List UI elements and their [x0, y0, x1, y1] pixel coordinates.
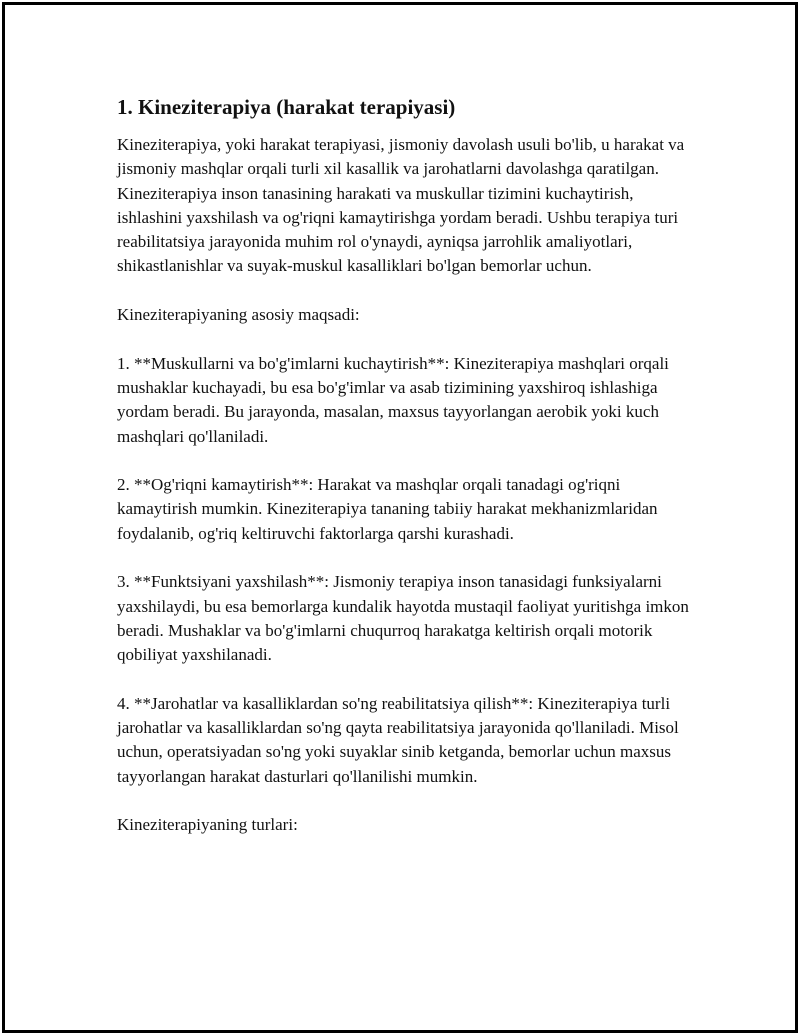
goals-heading-paragraph: Kineziterapiyaning asosiy maqsadi:: [117, 305, 360, 325]
document-body: [117, 93, 697, 862]
goal-item-1: 1. **Muskullarni va bo'g'imlarni kuchaytirish**: Kineziterapiya mashqlari orqali mushaklar kuchayadi, bu esa bo'g'imlar va asab tizimining yaxshiroq ishlashiga yordam beradi. Bu jarayonda, masalan, maxsus tayyorlangan aerobik yoki kuch mashqlari qo'llaniladi.: [117, 353, 669, 446]
types-heading-paragraph: Kineziterapiyaning turlari:: [117, 815, 298, 835]
goal-item-4: 4. **Jarohatlar va kasalliklardan so'ng reabilitatsiya qilish**: Kineziterapiya turli jarohatlar va kasalliklardan so'ng qayta reabilitatsiya jarayonida qo'llaniladi. Misol uchun, operatsiyadan so'ng yoki suyaklar sinib ketganda, bemorlar uchun maxsus tayyorlangan harakat dasturlari qo'llanilishi mumkin.: [117, 693, 679, 786]
goal-item-2: 2. **Og'riqni kamaytirish**: Harakat va mashqlar orqali tanadagi og'riqni kamaytirish mumkin. Kineziterapiya tananing tabiiy harakat mekhanizmlaridan foydalanib, og'riq keltiruvchi faktorlarga qarshi kurashadi.: [117, 475, 658, 543]
goal-item-3: 3. **Funktsiyani yaxshilash**: Jismoniy terapiya inson tanasidagi funksiyalarni yaxshilaydi, bu esa bemorlarga kundalik hayotda mustaqil faoliyat yuritishga imkon beradi. Mushaklar va bo'g'imlarni chuqurroq harakatga keltirish orqali motorik qobiliyat yaxshilanadi.: [117, 572, 689, 665]
document-title: 1. Kineziterapiya (harakat terapiyasi): [117, 95, 456, 119]
intro-paragraph: Kineziterapiya, yoki harakat terapiyasi, jismoniy davolash usuli bo'lib, u harakat va jismoniy mashqlar orqali turli xil kasallik va jarohatlarni davolashga qaratilgan. Kineziterapiya inson tanasining harakati va muskullar tizimini kuchaytirish, ishlashini yaxshilash va og'riqni kamaytirishga yordam beradi. Ushbu terapiya turi reabilitatsiya jarayonida muhim rol o'ynaydi, ayniqsa jarrohlik amaliyotlari, shikastlanishlar va suyak-muskul kasalliklari bo'lgan bemorlar uchun.: [117, 135, 685, 276]
